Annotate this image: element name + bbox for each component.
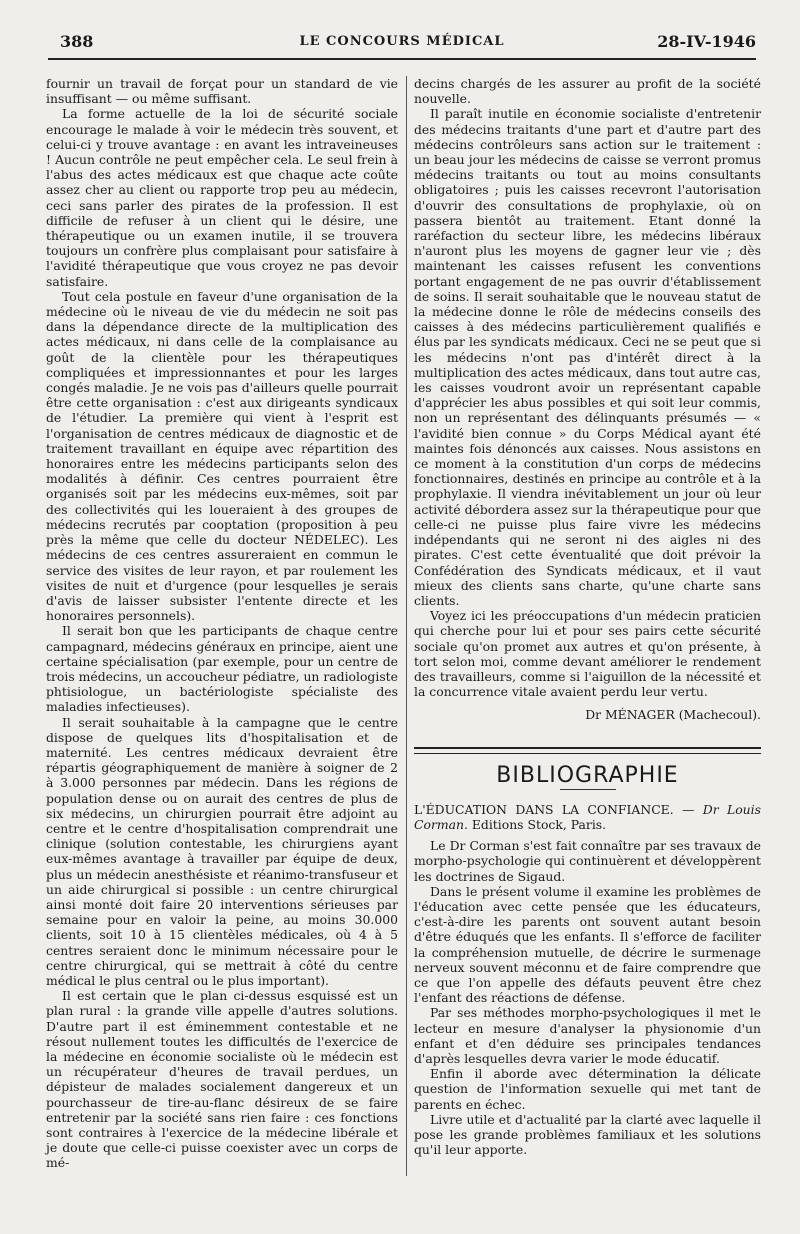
page-number: 388: [60, 32, 94, 51]
column-divider: [406, 76, 407, 1176]
review-paragraph: Dans le présent volume il examine les problèmes de l'éducation avec cette pensée que les éducateurs, c'est-à-dire les parents ont souvent autant besoin d'être éduqués que les enfants. Il s'efforce de faciliter la compréhension mutuelle, de décrire le surmenage nerveux souvent méconnu et de faire comprendre que ce que l'on appelle des défauts peuvent être chez l'enfant des réactions de défense.: [414, 883, 761, 1006]
review-paragraph: Enfin il aborde avec détermination la délicate question de l'information sexuelle qui met tant de parents en échec.: [414, 1066, 761, 1112]
section-title: BIBLIOGRAPHIE: [496, 762, 679, 788]
left-column: [46, 76, 398, 1171]
paragraph: decins chargés de les assurer au profit de la société nouvelle.: [414, 76, 761, 107]
page-header: [48, 32, 756, 54]
book-reference: [414, 802, 761, 832]
review-paragraph: Par ses méthodes morpho-psychologiques il met le lecteur en mesure d'analyser la physionomie d'un enfant et d'en déduire ses principales tendances d'après lesquelles devra varier le mode éducatif.: [414, 1005, 761, 1066]
title-underline: [560, 789, 616, 790]
paragraph: Voyez ici les préoccupations d'un médecin praticien qui cherche pour lui et pour ses pairs cette sécurité sociale qu'on promet aux autres et qu'on présente, à tort selon moi, comme devant améliorer le rendement des travailleurs, comme si l'aiguillon de la nécessité et la concurrence vitale avaient perdu leur vertu.: [414, 608, 761, 700]
book-publisher: Editions Stock, Paris.: [467, 816, 607, 832]
review-paragraph: Livre utile et d'actualité par la clarté avec laquelle il pose les grande problèmes familiaux et les solutions qu'il leur apporte.: [414, 1111, 761, 1158]
paragraph: Il serait souhaitable à la campagne que le centre dispose de quelques lits d'hospitalisation et de maternité. Les centres médicaux devraient être répartis géographiquement de manière à soigner de 2 à 3.000 personnes par médecin. Dans les régions de population dense ou on aurait des centres de plus de six médecins, un chirurgien pourrait être adjoint au centre et le centre d'hospitalisation comprendrait une clinique (solution contestable, les chirurgiens ayant eux-mêmes avantage à travailler par équipe de deux, plus un médecin anesthésiste et réanimo-transfuseur et un aide chirurgical si possible : un centre chirurgical ainsi monté doit faire 20 interventions sérieuses par semaine pour en valoir la peine, au moins 30.000 clients, soit 10 à 15 clientèles médicales, où 4 à 5 centres seraient donc le minimum nécessaire pour le centre chirurgical, qui se mettrait à côté du centre médical le plus central ou le plus important).: [46, 714, 398, 988]
right-column: [414, 76, 761, 1157]
section-rule: [414, 747, 761, 754]
journal-title: LE CONCOURS MÉDICAL: [299, 34, 505, 49]
issue-date: 28-IV-1946: [657, 32, 756, 51]
header-rule: [48, 58, 756, 60]
review-paragraph: Le Dr Corman s'est fait connaître par ses travaux de morpho-psychologie qui continuèrent et développèrent les doctrines de Sigaud.: [414, 838, 761, 884]
paragraph: Il est certain que le plan ci-dessus esquissé est un plan rural : la grande ville appelle d'autres solutions. D'autre part il est éminemment contestable et ne résout nullement toutes les difficultés de l'exercice de la médecine en économie socialiste où le médecin est un récupérateur d'heures de travail perdues, un dépisteur de malades socialement dangereux et un pourchasseur de tire-au-flanc désireux de se faire entretenir par la société sans rien faire : ces fonctions sont contraires à l'exercice de la médecine libérale et je doute que celle-ci puisse coexister avec un corps de mé-: [46, 988, 398, 1171]
book-title: L'ÉDUCATION DANS LA CONFIANCE. —: [414, 801, 703, 817]
author-signature: Dr MÉNAGER (Machecoul).: [585, 707, 761, 723]
book-author: Dr Louis Corman.: [414, 801, 761, 832]
paragraph: Il paraît inutile en économie socialiste d'entretenir des médecins traitants d'une part et d'autre part des médecins contrôleurs sans action sur le traitement : un beau jour les médecins de caisse se verront promus médecins traitants ou tout au moins consultants obligatoires ; puis les caisses recevront l'autorisation d'ouvrir des consultations de prophylaxie, où on passera bientôt au traitement. Etant donné la raréfaction du secteur libre, les médecins libéraux n'auront plus les moyens de gagner leur vie ; dès maintenant les caisses refusent les conventions portant engagement de ne pas ouvrir d'établissement de soins. Il serait souhaitable que le nouveau statut de la médecine donne le rôle de médecins conseils des caisses à des médecins particulièrement qualifiés e élus par les syndicats médicaux. Ceci ne se peut que si les médecins n'ont pas d'intérêt direct à la multiplication des actes médicaux, dans tout autre cas, les caisses voudront avoir un représentant capable d'apprécier les abus possibles et qui soit leur commis, non un représentant des délinquants présumés — « l'avidité bien connue » du Corps Médical ayant été maintes fois dénoncés aux caisses. Nous assistons en ce moment à la constitution d'un corps de médecins fonctionnaires, destinés en principe au contrôle et à la prophylaxie. Il viendra inévitablement un jour où leur activité débordera assez sur la thérapeutique pour que celle-ci ne puisse plus faire vivre les médecins indépendants qui ne seront ni des aigles ni des pirates. C'est cette éventualité que doit prévoir la Confédération des Syndicats médicaux, et il vaut mieux des clients sans charte, qu'une charte sans clients.: [414, 106, 761, 608]
paragraph: La forme actuelle de la loi de sécurité sociale encourage le malade à voir le médecin très souvent, et celui-ci y trouve avantage : en avant les intraveineuses ! Aucun contrôle ne peut empêcher cela. Le seul frein à l'abus des actes médicaux est que chaque acte coûte assez cher au client ou rapporte trop peu au médecin, ceci sans parler des pirates de la profession. Il est difficile de refuser à un client qui le désire, une thérapeutique ou un examen inutile, il se trouvera toujours un confrère plus complaisant pour satisfaire à l'avidité thérapeutique que vous croyez ne pas devoir satisfaire.: [46, 106, 398, 289]
paragraph: fournir un travail de forçat pour un standard de vie insuffisant — ou même suffisant.: [46, 76, 398, 107]
paragraph: Tout cela postule en faveur d'une organisation de la médecine où le niveau de vie du médecin ne soit pas dans la dépendance directe de la multiplication des actes médicaux, ni dans celle de la complaisance au goût de la clientèle pour les thérapeutiques compliquées et impressionnantes et pour les larges congés maladie. Je ne vois pas d'ailleurs quelle pourrait être cette organisation : c'est aux dirigeants syndicaux de l'étudier. La première qui vient à l'esprit est l'organisation de centres médicaux de diagnostic et de traitement travaillant en équipe avec répartition des honoraires entre les médecins participants selon des modalités à définir. Ces centres pourraient être organisés soit par les médecins eux-mêmes, soit par des collectivités qui les loueraient à des groupes de médecins recrutés par cooptation (proposition à peu près la même que celle du docteur NÉDELEC). Les médecins de ces centres assureraient en commun le service des visites de leur rayon, et par roulement les visites de nuit et d'urgence (pour lesquelles je serais d'avis de laisser subsister l'entente directe et les honoraires personnels).: [46, 288, 398, 624]
paragraph: Il serait bon que les participants de chaque centre campagnard, médecins généraux en principe, aient une certaine spécialisation (par exemple, pour un centre de trois médecins, un accoucheur pédiatre, un radiologiste phtisiologue, un bactériologiste spécialiste des maladies infectieuses).: [46, 623, 398, 715]
